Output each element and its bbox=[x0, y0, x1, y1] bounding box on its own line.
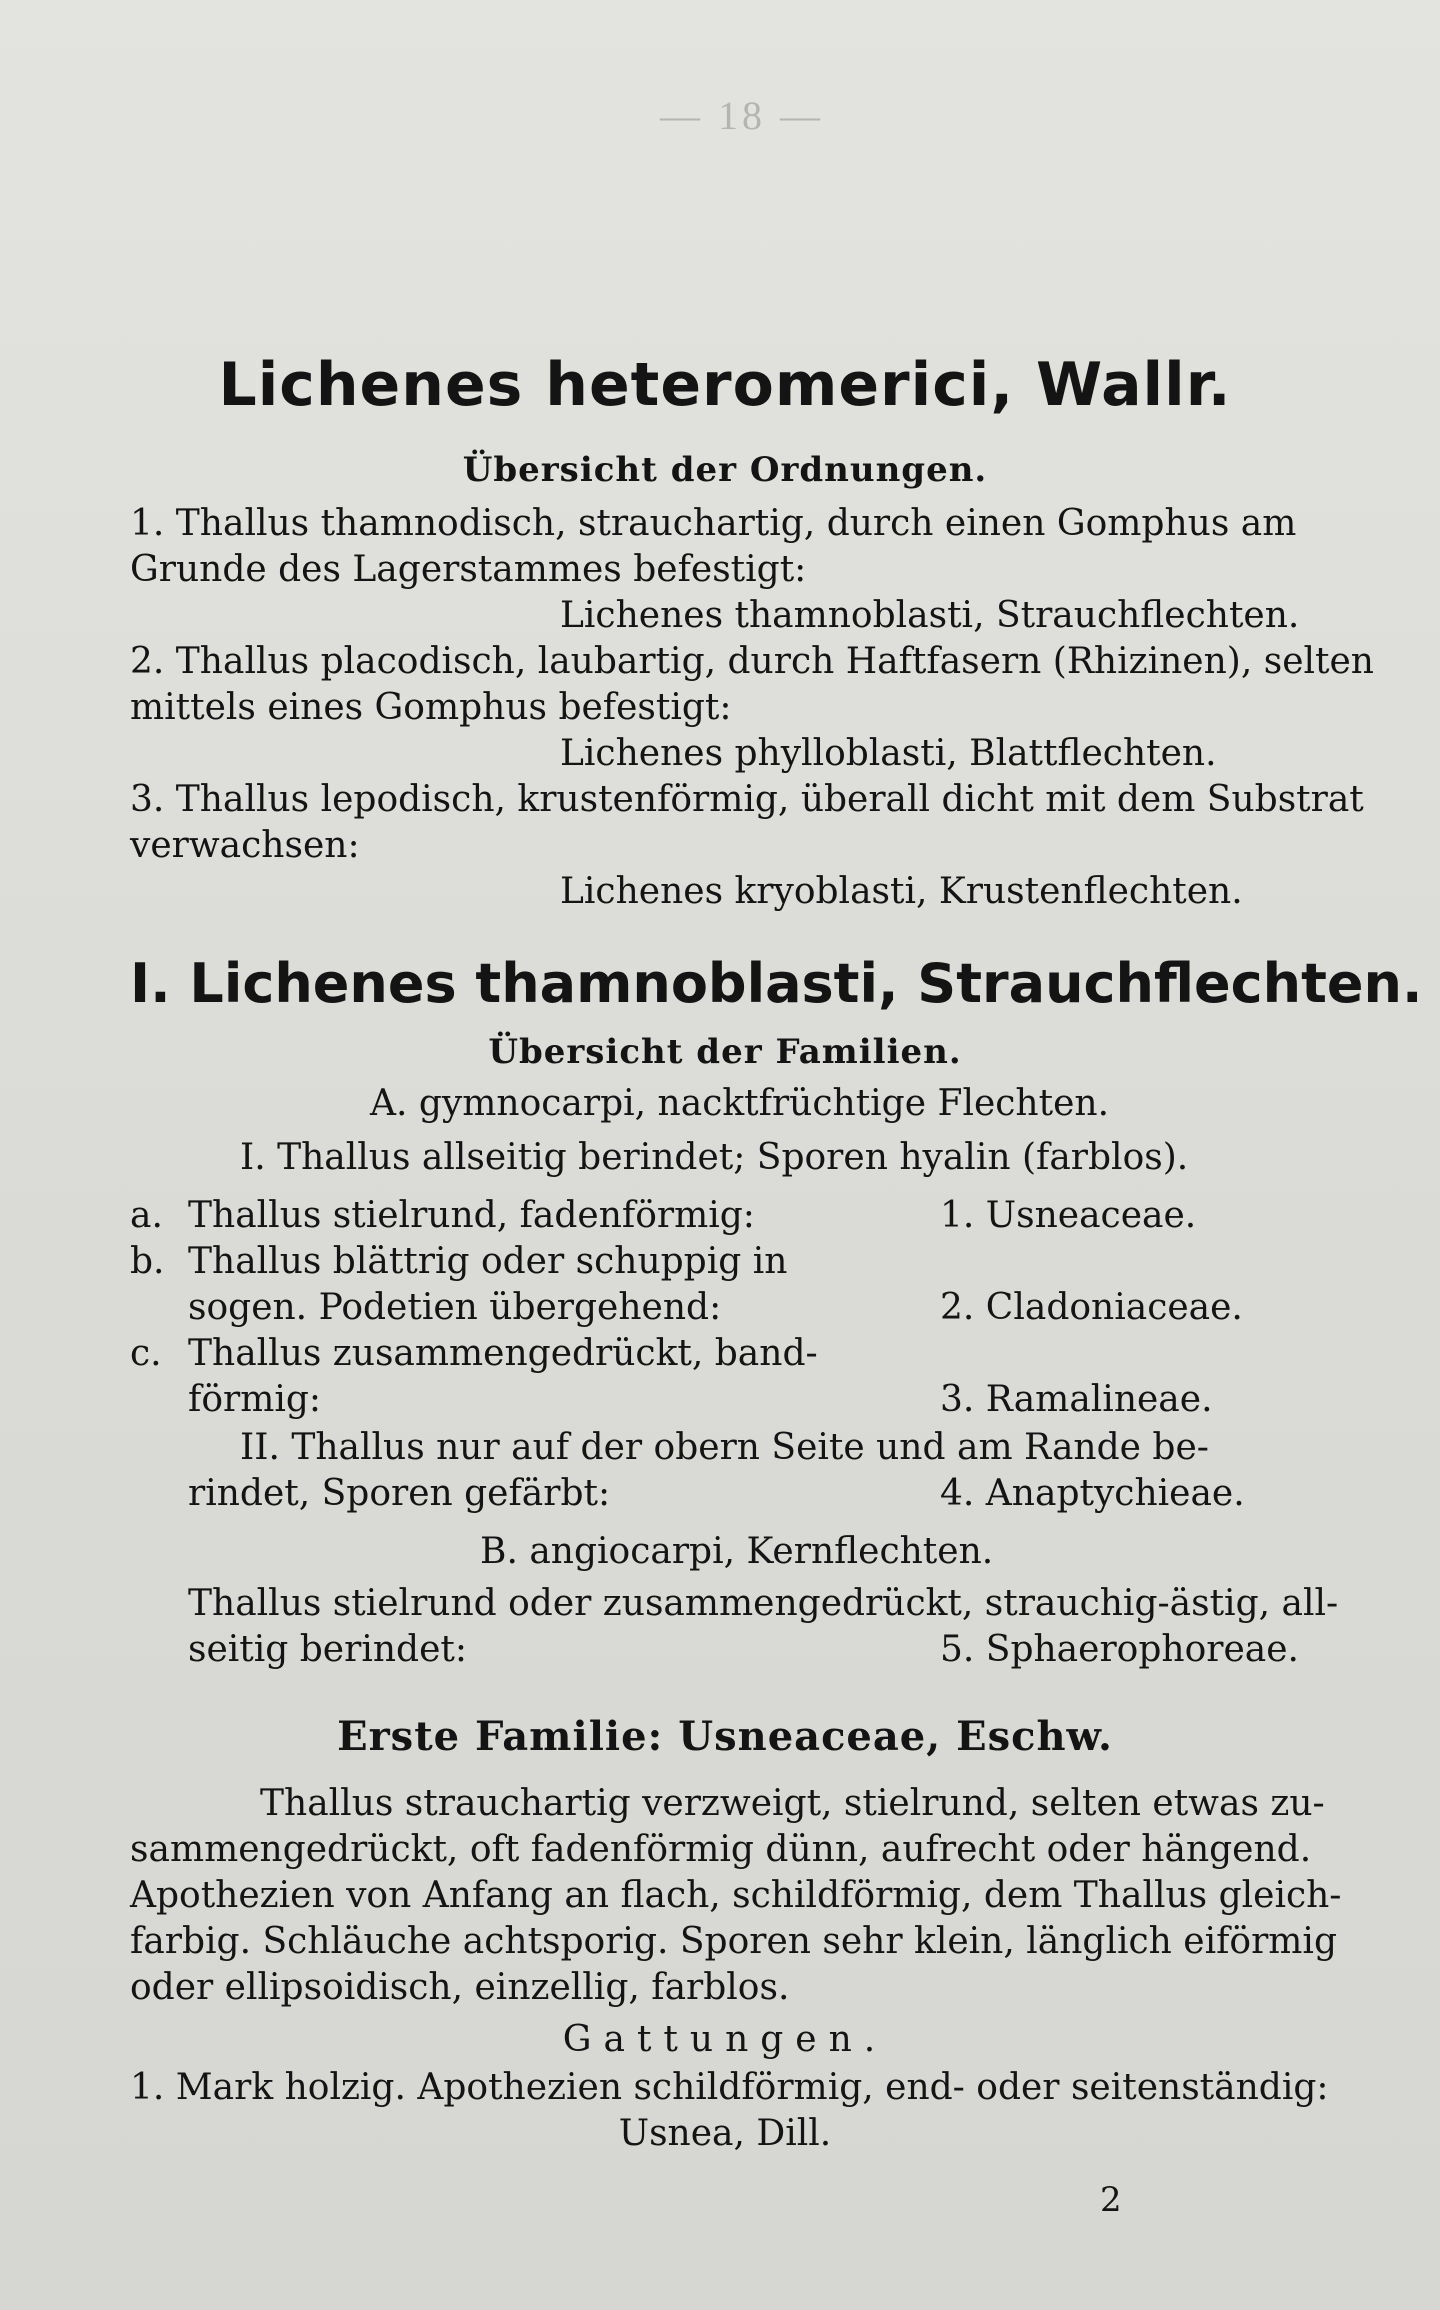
description-line-5: oder ellipsoidisch, einzellig, farblos. bbox=[130, 1967, 790, 2008]
description-line-1: Thallus strauchartig verzweigt, stielrund, selten etwas zu- bbox=[260, 1783, 1325, 1824]
order-1-line-2: Grunde des Lagerstammes befestigt: bbox=[130, 549, 807, 590]
genus-1-key: 1. Mark holzig. Apothezien schildförmig, end- oder seitenständig: bbox=[130, 2067, 1329, 2108]
key-c-row bbox=[130, 1332, 1320, 1376]
subgroup-i-heading: I. Thallus allseitig berindet; Sporen hyalin (farblos). bbox=[240, 1137, 1189, 1178]
subgroup-ii-family: 4. Anaptychieae. bbox=[940, 1473, 1245, 1514]
bleed-through-page-number: — 18 — bbox=[660, 93, 824, 138]
description-line-4: farbig. Schläuche achtsporig. Sporen sehr klein, länglich eiförmig bbox=[130, 1921, 1337, 1962]
order-1-line-3: Lichenes thamnoblasti, Strauchflechten. bbox=[560, 595, 1300, 636]
genera-heading: Gattungen. bbox=[562, 2019, 888, 2060]
order-2-line-2: mittels eines Gomphus befestigt: bbox=[130, 687, 732, 728]
key-b-label: b. bbox=[130, 1241, 165, 1282]
group-b-line-1: Thallus stielrund oder zusammengedrückt, strauchig-ästig, all- bbox=[188, 1583, 1339, 1624]
key-c-label: c. bbox=[130, 1333, 162, 1374]
key-b-family: 2. Cladoniaceae. bbox=[940, 1287, 1243, 1328]
group-b-heading: B. angiocarpi, Kernflechten. bbox=[480, 1531, 994, 1572]
key-b-row bbox=[130, 1240, 1320, 1284]
subgroup-ii-line-2: rindet, Sporen gefärbt: bbox=[188, 1473, 611, 1514]
subgroup-ii-line-1: II. Thallus nur auf der obern Seite und am Rande be- bbox=[240, 1427, 1209, 1468]
order-2-line-3: Lichenes phylloblasti, Blattflechten. bbox=[560, 733, 1217, 774]
family-heading: Erste Familie: Usneaceae, Eschw. bbox=[337, 1713, 1113, 1760]
order-2-line-1: 2. Thallus placodisch, laubartig, durch Haftfasern (Rhizinen), selten bbox=[130, 641, 1374, 682]
page-title: Lichenes heteromerici, Wallr. bbox=[218, 350, 1232, 420]
key-a-label: a. bbox=[130, 1195, 163, 1236]
description-line-2: sammengedrückt, oft fadenförmig dünn, aufrecht oder hängend. bbox=[130, 1829, 1312, 1870]
group-a-heading: A. gymnocarpi, nacktfrüchtige Flechten. bbox=[370, 1083, 1110, 1124]
key-c-text-2: förmig: bbox=[188, 1379, 322, 1420]
key-c-family: 3. Ramalineae. bbox=[940, 1379, 1213, 1420]
order-3-line-3: Lichenes kryoblasti, Krustenflechten. bbox=[560, 871, 1243, 912]
section-heading: I. Lichenes thamnoblasti, Strauchflechten. bbox=[130, 952, 1423, 1015]
page-number: 2 bbox=[1100, 2180, 1122, 2220]
key-b-text-2: sogen. Podetien übergehend: bbox=[188, 1287, 722, 1328]
description-line-3: Apothezien von Anfang an flach, schildförmig, dem Thallus gleich- bbox=[130, 1875, 1342, 1916]
key-a-text: Thallus stielrund, fadenförmig: bbox=[188, 1195, 755, 1236]
families-heading: Übersicht der Familien. bbox=[488, 1032, 962, 1072]
key-a-family: 1. Usneaceae. bbox=[940, 1195, 1197, 1236]
order-3-line-2: verwachsen: bbox=[130, 825, 360, 866]
order-3-line-1: 3. Thallus lepodisch, krustenförmig, überall dicht mit dem Substrat bbox=[130, 779, 1364, 820]
group-b-line-2: seitig berindet: bbox=[188, 1629, 467, 1670]
genus-1-name: Usnea, Dill. bbox=[618, 2113, 832, 2154]
key-c-text-1: Thallus zusammengedrückt, band- bbox=[188, 1333, 818, 1374]
order-1-line-1: 1. Thallus thamnodisch, strauchartig, durch einen Gomphus am bbox=[130, 503, 1297, 544]
key-b-text-1: Thallus blättrig oder schuppig in bbox=[188, 1241, 788, 1282]
orders-heading: Übersicht der Ordnungen. bbox=[462, 450, 988, 490]
group-b-family: 5. Sphaerophoreae. bbox=[940, 1629, 1299, 1670]
